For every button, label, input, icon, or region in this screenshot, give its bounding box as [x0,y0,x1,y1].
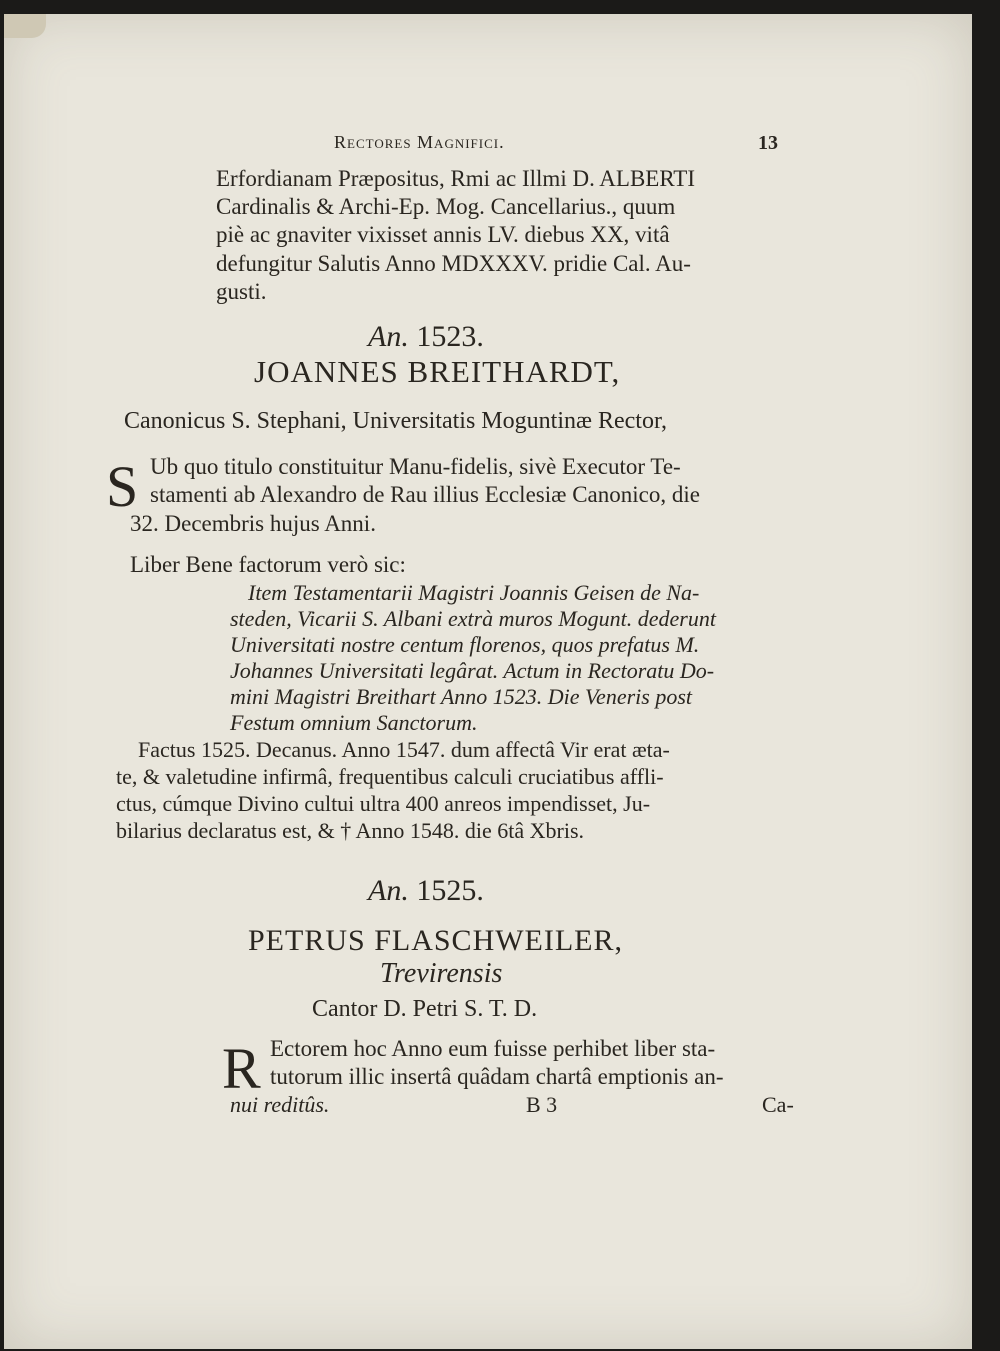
entry1-name: JOANNES BREITHARDT, [254,354,621,389]
page-number: 13 [758,132,778,154]
book-page [4,14,972,1349]
liber-line: Liber Bene factorum verò sic: [130,552,406,577]
closing-line-1: Factus 1525. Decanus. Anno 1547. dum affectâ Vir erat æta- [138,737,670,762]
entry1-year-label: An. [368,320,409,353]
entry2-year-label: An. [368,874,409,907]
entry2-title: Cantor D. Petri S. T. D. [312,996,538,1022]
closing-line-3: ctus, cúmque Divino cultui ultra 400 anreos impendisset, Ju- [116,791,651,816]
quote-line-3: Universitati nostre centum florenos, quos prefatus M. [230,632,700,657]
entry1-para-line-2: stamenti ab Alexandro de Rau illius Ecclesiæ Canonico, die [150,482,700,507]
running-title: Rectores Magnifici. [334,132,505,152]
entry1-para-line-3: 32. Decembris hujus Anni. [130,511,376,536]
quote-line-2: steden, Vicarii S. Albani extrà muros Mogunt. dederunt [230,606,716,631]
intro-line-2: Cardinalis & Archi-Ep. Mog. Cancellarius., quum [216,194,676,219]
quote-line-5: mini Magistri Breithart Anno 1523. Die Veneris post [230,684,692,709]
intro-line-4: defungitur Salutis Anno MDXXXV. pridie Cal. Au- [216,251,691,276]
page-text [4,14,972,1349]
entry1-year [368,320,484,354]
catchword: Ca- [762,1092,794,1117]
intro-line-1: Erfordianam Præpositus, Rmi ac Illmi D. ALBERTI [216,166,696,191]
entry2-dropcap: R [222,1036,261,1101]
intro-line-5: gusti. [216,279,267,304]
signature-mark: B 3 [526,1092,558,1117]
quote-line-4: Johannes Universitati legârat. Actum in Rectoratu Do- [230,658,715,683]
closing-line-2: te, & valetudine infirmâ, frequentibus calculi cruciatibus affli- [116,764,664,789]
entry1-year-number: 1523. [416,320,484,353]
intro-line-3: piè ac gnaviter vixisset annis LV. diebus XX, vitâ [216,222,670,247]
entry2-origin: Trevirensis [380,958,503,989]
entry2-name: PETRUS FLASCHWEILER, [248,924,624,957]
entry1-dropcap: S [106,454,139,519]
entry2-para-line-3: nui reditûs. [230,1092,330,1117]
entry1-para-line-1: Ub quo titulo constituitur Manu-fidelis, sivè Executor Te- [150,454,681,479]
closing-line-4: bilarius declaratus est, & † Anno 1548. die 6tâ Xbris. [116,818,585,843]
entry2-para-line-1: Ectorem hoc Anno eum fuisse perhibet liber sta- [270,1036,716,1061]
quote-line-6: Festum omnium Sanctorum. [230,710,478,735]
entry2-year [368,874,484,908]
quote-line-1: Item Testamentarii Magistri Joannis Geisen de Na- [248,580,700,605]
entry2-para-line-2: tutorum illic insertâ quâdam chartâ emptionis an- [270,1064,724,1089]
entry1-title: Canonicus S. Stephani, Universitatis Moguntinæ Rector, [124,408,667,434]
entry2-year-number: 1525. [416,874,484,907]
